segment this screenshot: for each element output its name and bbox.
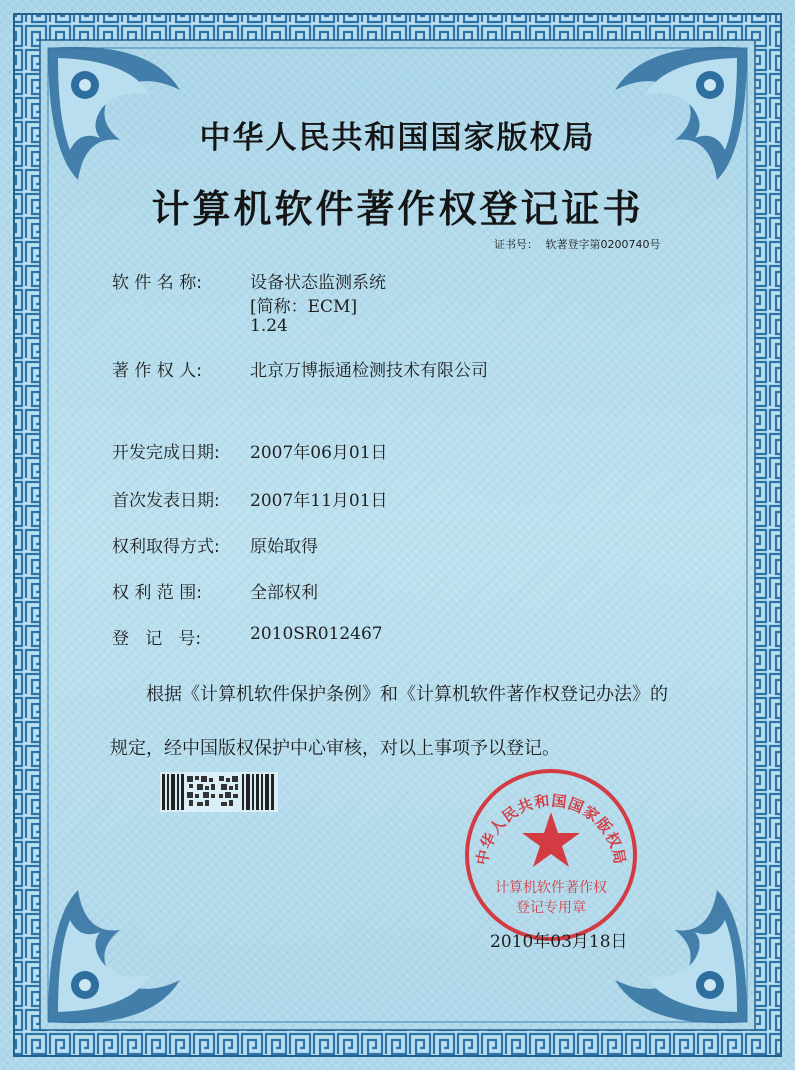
certificate-number-value: 软著登字第0200740号 <box>545 238 661 251</box>
certificate-number <box>494 236 661 252</box>
publication-date-label: 首次发表日期: <box>112 491 220 511</box>
barcode <box>160 772 278 812</box>
seal-inner-line-2: 登记专用章 <box>516 900 586 916</box>
software-name-value: 设备状态监测系统 <box>250 273 386 293</box>
certificate-title: 计算机软件著作权登记证书 <box>151 187 644 231</box>
rights-acquisition-value: 原始取得 <box>250 537 318 557</box>
rights-scope-label: 权 利 范 围: <box>112 583 202 603</box>
dev-date-value: 2007年06月01日 <box>250 443 388 463</box>
certificate-number-label: 证书号： <box>494 238 538 251</box>
star-icon <box>522 812 580 867</box>
issue-date: 2010年03月18日 <box>490 932 628 952</box>
software-short-name: [简称：ECM] <box>250 297 358 317</box>
corner-ornament-bottom-left <box>48 890 180 1023</box>
dev-date-label: 开发完成日期: <box>112 443 220 463</box>
seal-inner-line-1: 计算机软件著作权 <box>495 880 607 896</box>
publication-date-value: 2007年11月01日 <box>250 491 388 511</box>
copyright-holder-label: 著 作 权 人: <box>112 361 202 381</box>
software-version: 1.24 <box>250 316 288 336</box>
registration-number-label: 登 记 号: <box>112 629 202 649</box>
rights-scope-value: 全部权利 <box>250 583 318 603</box>
official-seal <box>462 766 640 944</box>
software-name-label: 软 件 名 称: <box>112 273 202 293</box>
statement-line-1: 根据《计算机软件保护条例》和《计算机软件著作权登记办法》的 <box>146 684 668 705</box>
seal-outer-text: 中华人民共和国国家版权局 <box>472 791 630 867</box>
statement-line-2: 规定，经中国版权保护中心审核，对以上事项予以登记。 <box>110 738 560 759</box>
registration-number-value: 2010SR012467 <box>250 624 383 644</box>
copyright-holder-value: 北京万博振通检测技术有限公司 <box>250 361 488 381</box>
issuer-title: 中华人民共和国国家版权局 <box>199 120 596 156</box>
rights-acquisition-label: 权利取得方式: <box>112 537 220 557</box>
